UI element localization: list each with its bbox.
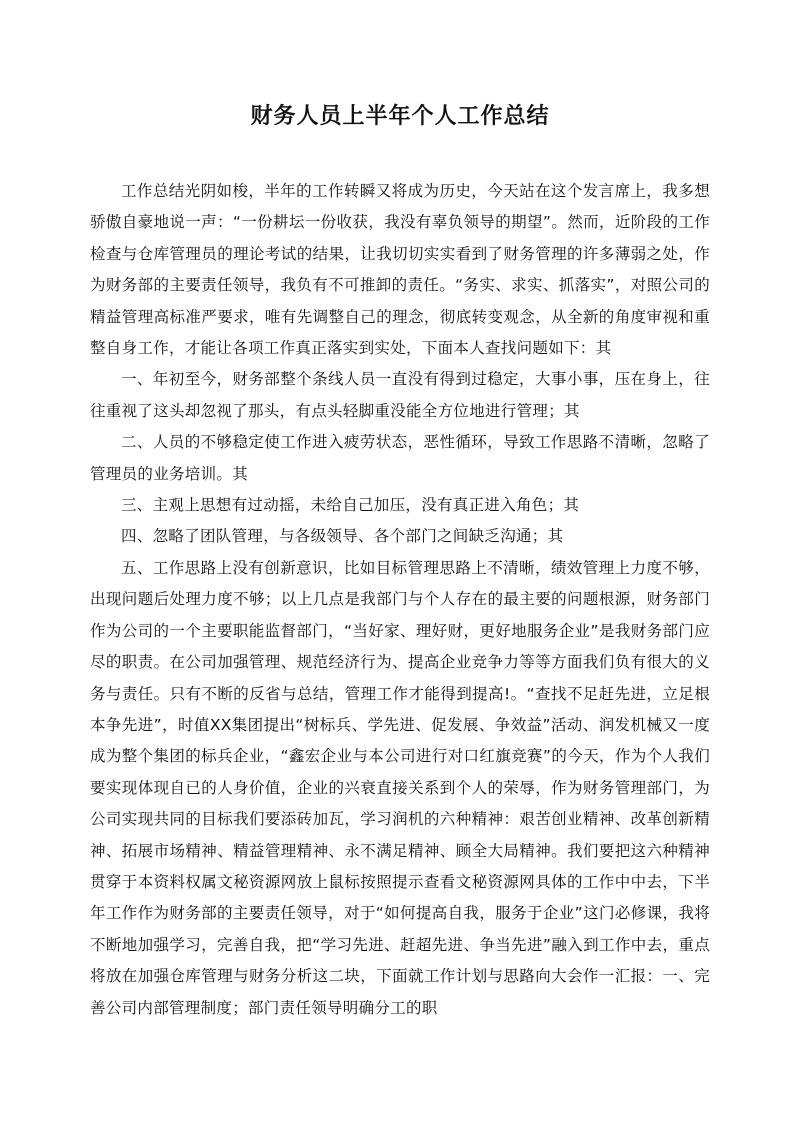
paragraph-issue-1: 一、年初至今，财务部整个条线人员一直没有得到过稳定，大事小事，压在身上，往往重视了这头却忽视了那头，有点头轻脚重没能全方位地进行管理；其: [90, 370, 710, 420]
paragraph-issue-2: 二、人员的不够稳定使工作进入疲劳状态，恶性循环，导致工作思路不清晰，忽略了管理员的业务培训。其: [90, 433, 710, 483]
document-body: [90, 176, 710, 1024]
document-title: 财务人员上半年个人工作总结: [250, 104, 550, 129]
paragraph-intro: 工作总结光阴如梭，半年的工作转瞬又将成为历史，今天站在这个发言席上，我多想骄傲自豪地说一声：“一份耕坛一份收获，我没有辜负领导的期望”。然而，近阶段的工作检查与仓库管理员的理论考试的结果，让我切切实实看到了财务管理的许多薄弱之处，作为财务部的主要责任领导，我负有不可推卸的责任。“务实、求实、抓落实”，对照公司的精益管理高标准严要求，唯有先调整自己的理念，彻底转变观念，从全新的角度审视和重整自身工作，才能让各项工作真正落实到实处，下面本人查找问题如下：其: [90, 182, 710, 358]
paragraph-issue-4: 四、忽略了团队管理，与各级领导、各个部门之间缺乏沟通；其: [121, 527, 564, 546]
paragraph-issue-3: 三、主观上思想有过动摇，未给自己加压，没有真正进入角色；其: [121, 496, 580, 515]
paragraph-issue-5: 五、工作思路上没有创新意识，比如目标管理思路上不清晰，绩效管理上力度不够，出现问题后处理力度不够；以上几点是我部门与个人存在的最主要的问题根源，财务部门作为公司的一个主要职能监督部门，“当好家、理好财，更好地服务企业”是我财务部门应尽的职责。在公司加强管理、规范经济行为、提高企业竞争力等等方面我们负有很大的义务与责任。只有不断的反省与总结，管理工作才能得到提高!。“查找不足赶先进，立足根本争先进”，时值XX集团提出“树标兵、学先进、促发展、争效益”活动、润发机械又一度成为整个集团的标兵企业，“鑫宏企业与本公司进行对口红旗竞赛”的今天，作为个人我们要实现体现自已的人身价值，企业的兴衰直接关系到个人的荣辱，作为财务管理部门，为公司实现共同的目标我们要添砖加瓦，学习润机的六种精神：艰苦创业精神、改革创新精神、拓展市场精神、精益管理精神、永不满足精神、顾全大局精神。我们要把这六种精神贯穿于本资料权属文秘资源网放上鼠标按照提示查看文秘资源网具体的工作中中去，下半年工作作为财务部的主要责任领导，对于“如何提高自我，服务于企业”这门必修课，我将不断地加强学习，完善自我，把“学习先进、赶超先进、争当先进”融入到工作中去，重点将放在加强仓库管理与财务分析这二块，下面就工作计划与思路向大会作一汇报：一、完善公司内部管理制度；部门责任领导明确分工的职: [90, 558, 710, 1017]
